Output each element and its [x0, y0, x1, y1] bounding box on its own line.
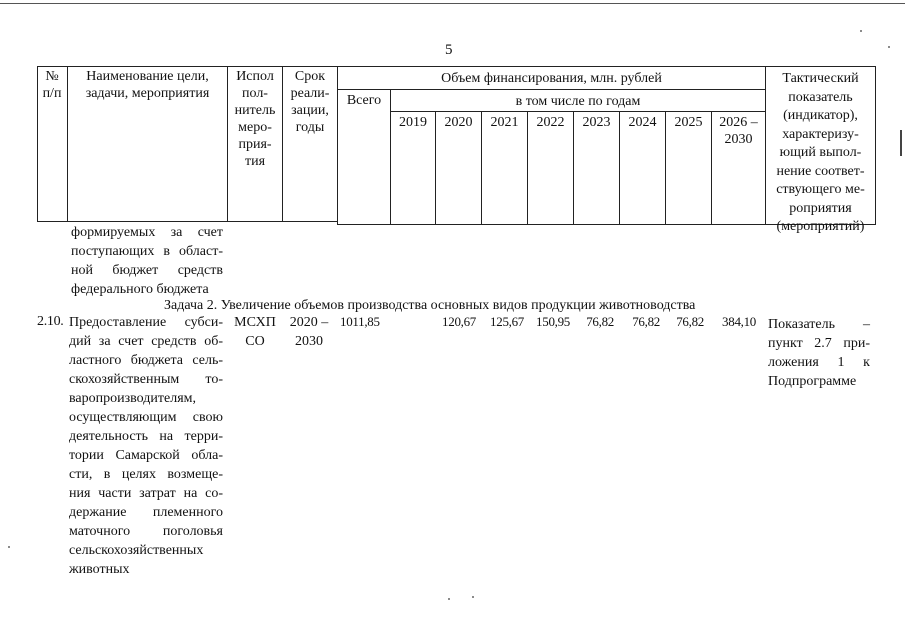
scan-speck — [860, 30, 862, 32]
header-year: 2022 — [536, 115, 565, 130]
scan-speck — [8, 546, 10, 548]
header-number: № п/п — [42, 69, 62, 101]
row-term: 2020 – 2030 — [289, 315, 329, 349]
header-year: 2019 — [399, 115, 427, 130]
row-value-2025: 76,82 — [676, 314, 704, 329]
header-funding: Объем финансирования, млн. рублей — [441, 71, 662, 86]
row-value-2021: 125,67 — [490, 314, 524, 329]
row-value-2020: 120,67 — [442, 314, 476, 329]
header-year: 2023 — [582, 115, 611, 130]
row-value-2024: 76,82 — [632, 314, 660, 329]
header-name: Наименование цели, задачи, мероприятия — [85, 69, 210, 101]
header-by-years: в том числе по годам — [515, 94, 641, 109]
header-year: 2024 — [628, 115, 657, 130]
row-value-2022: 150,95 — [536, 314, 570, 329]
row-value-2023: 76,82 — [586, 314, 614, 329]
header-year: 2021 — [490, 115, 519, 130]
scan-top-border — [0, 3, 905, 4]
header-executor: Испол пол- нитель меро- прия- тия — [234, 69, 276, 169]
header-year: 2020 — [444, 115, 473, 130]
header-term: Срок реали- зации, годы — [290, 69, 330, 135]
row-total: 1011,85 — [340, 314, 380, 329]
scan-edge-mark — [900, 130, 902, 156]
row-value-2026-2030: 384,10 — [722, 314, 756, 329]
page-number: 5 — [445, 42, 453, 58]
scan-speck — [448, 598, 450, 600]
row-number: 2.10. — [37, 314, 64, 329]
header-indicator: Тактический показатель (индикатор), характеризу- ющий выпол- нение соответ- ствующего ме- роприятия (мероприятий) — [776, 71, 865, 234]
scan-speck — [472, 596, 474, 598]
header-year-range: 2026 – 2030 — [719, 115, 758, 147]
header-year: 2025 — [674, 115, 703, 130]
row-executor: МСХП СО — [234, 315, 276, 349]
scan-speck — [888, 46, 890, 48]
header-total: Всего — [346, 93, 382, 108]
task-heading: Задача 2. Увеличение объемов производства основных видов продукции животноводства — [164, 298, 696, 313]
